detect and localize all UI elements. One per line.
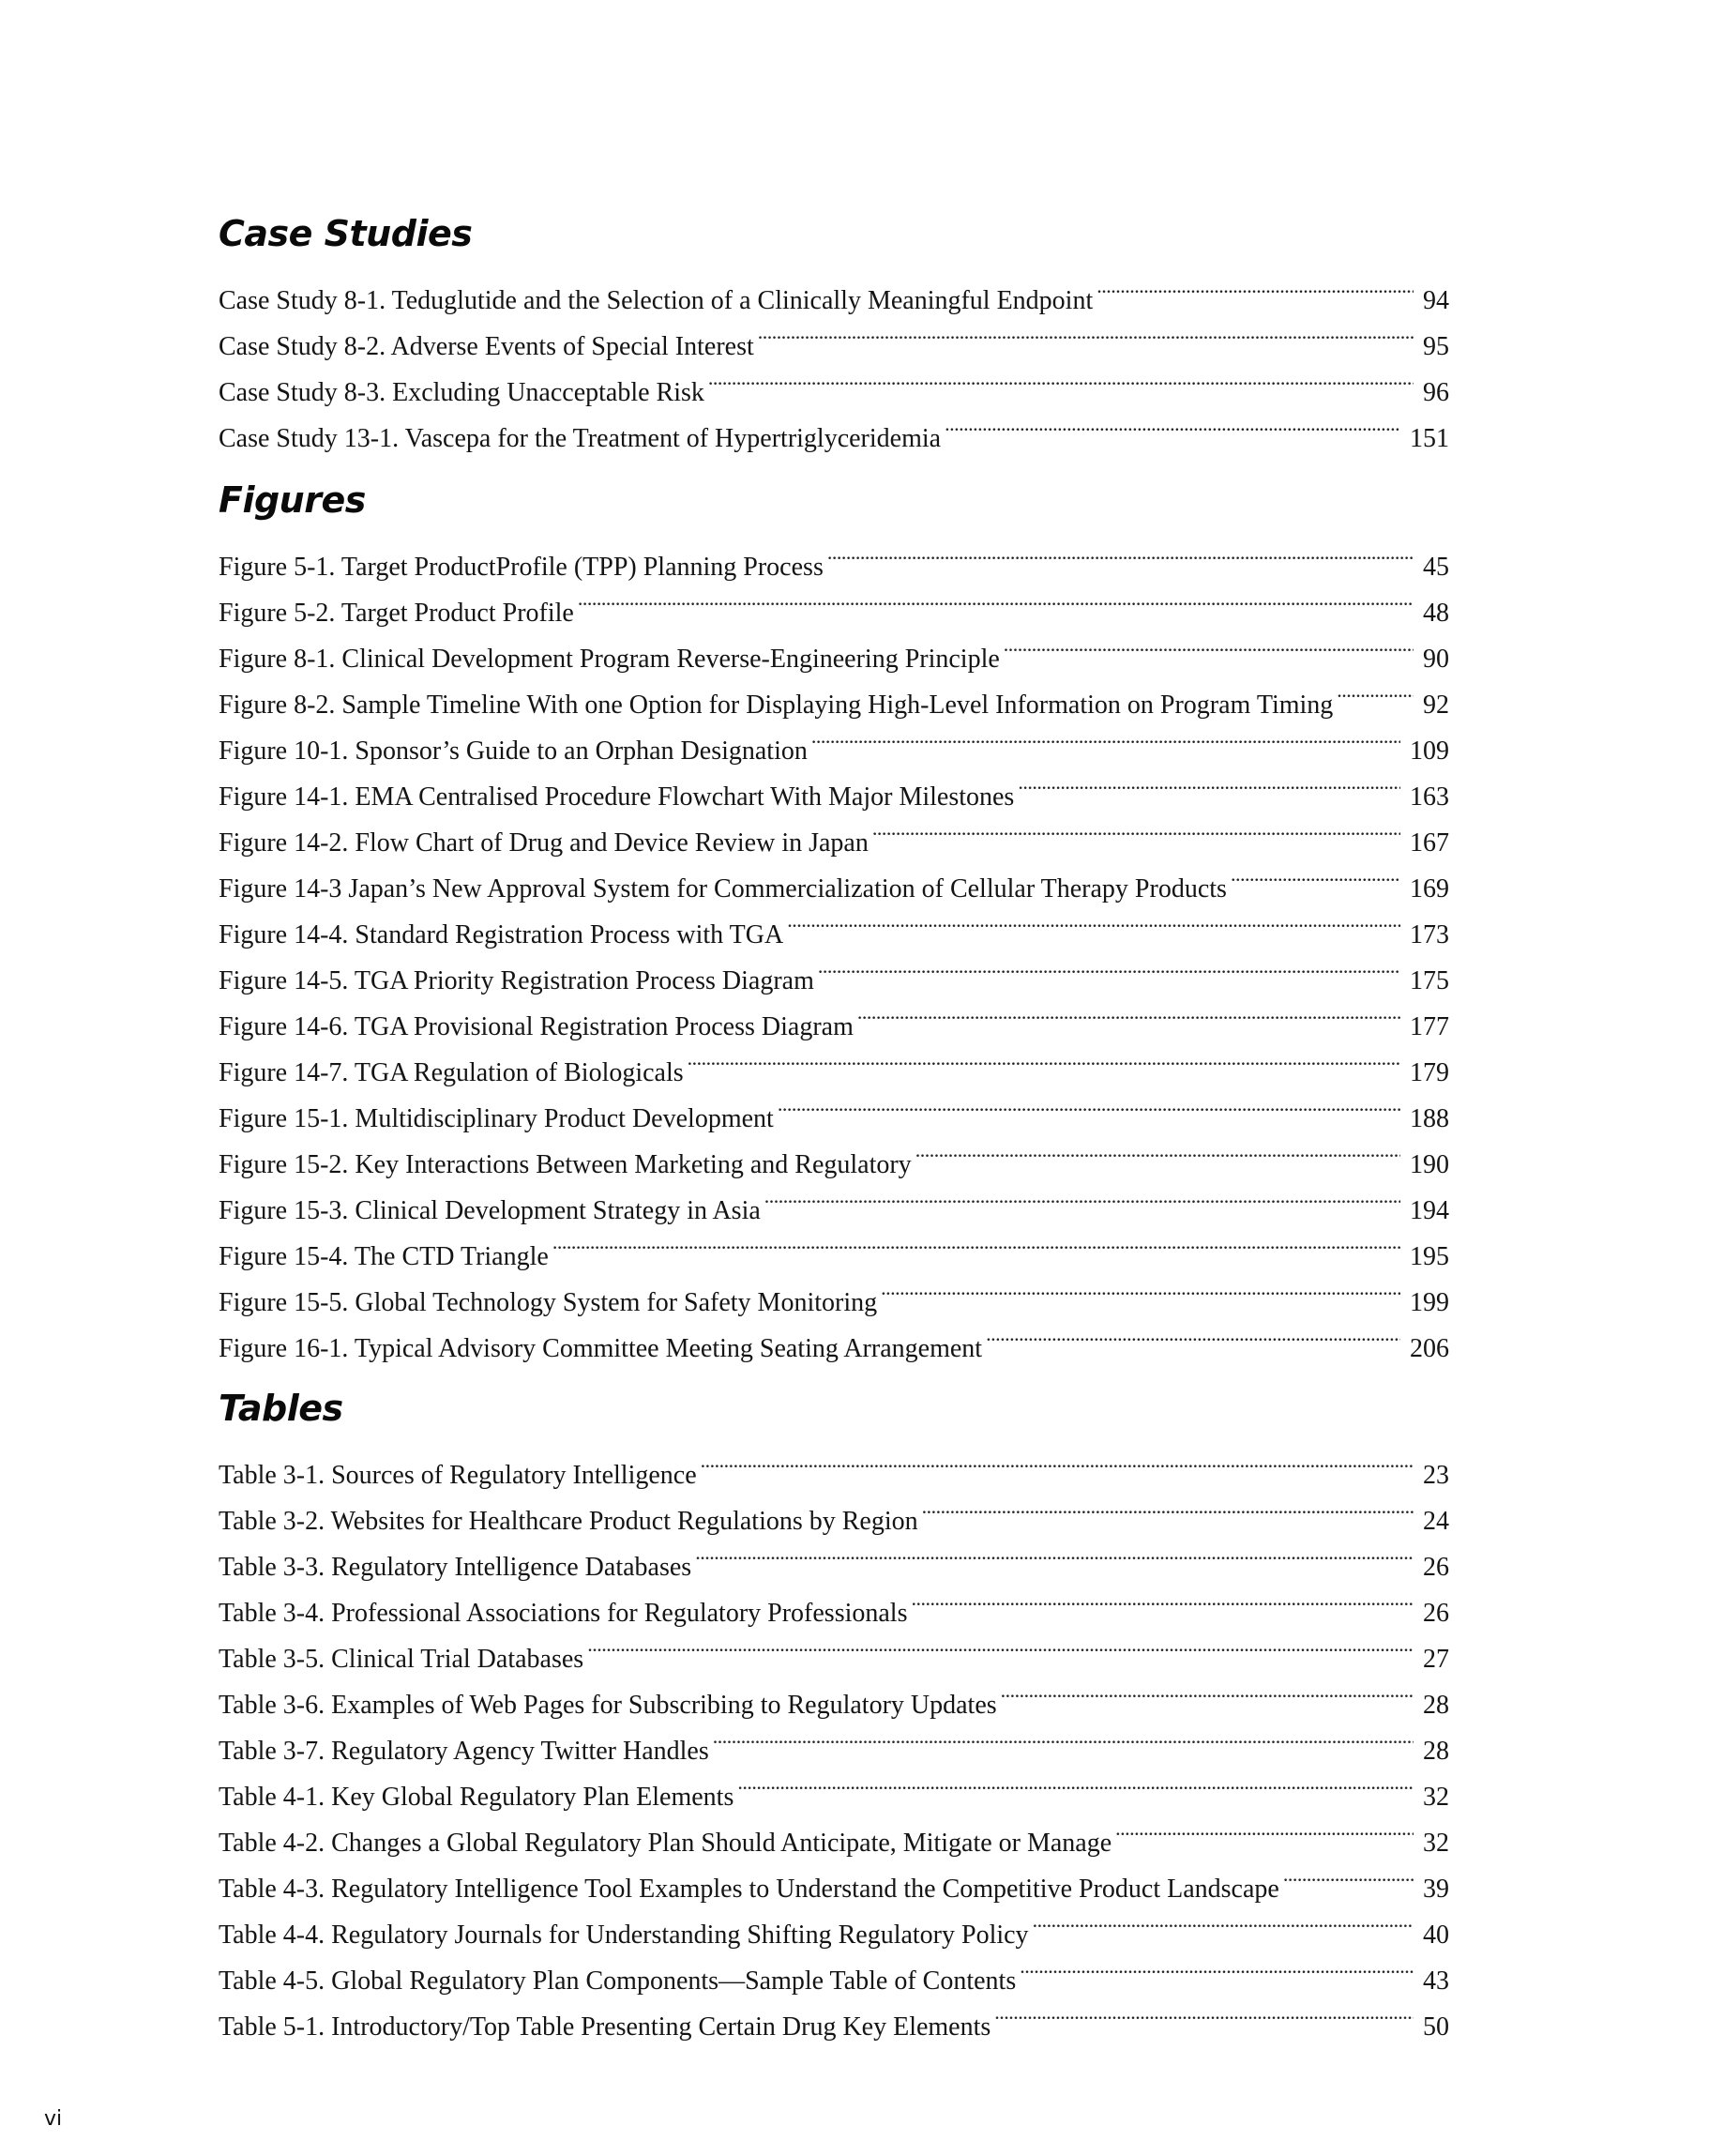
- toc-entry-title: Case Study 8-2. Adverse Events of Special Interest: [219, 332, 754, 361]
- toc-entry-page-number: 194: [1410, 1196, 1449, 1225]
- dot-leader: [1337, 667, 1414, 713]
- toc-entry-title: Table 4-4. Regulatory Journals for Understanding Shifting Regulatory Policy: [219, 1921, 1029, 1950]
- dot-leader: [994, 1989, 1414, 2035]
- toc-entry-title: Case Study 13-1. Vascepa for the Treatment of Hypertriglyceridemia: [219, 424, 942, 453]
- dot-leader: [857, 989, 1400, 1035]
- toc-entry-page-number: 94: [1423, 286, 1449, 315]
- dot-leader: [552, 1219, 1400, 1265]
- dot-leader: [1033, 1897, 1414, 1943]
- toc-entry-page-number: 45: [1423, 553, 1449, 582]
- toc-entry-title: Figure 15-4. The CTD Triangle: [219, 1242, 549, 1271]
- dot-leader: [915, 1127, 1400, 1173]
- dot-leader: [578, 575, 1414, 621]
- toc-entry[interactable]: [219, 1437, 1449, 1490]
- dot-leader: [872, 805, 1400, 851]
- toc-entry-title: Figure 14-2. Flow Chart of Drug and Device Review in Japan: [219, 828, 869, 858]
- toc-entry-page-number: 173: [1410, 920, 1449, 949]
- toc-entry-page-number: 28: [1423, 1737, 1449, 1766]
- dot-leader: [1018, 759, 1400, 805]
- toc-entry-title: Table 3-5. Clinical Trial Databases: [219, 1645, 584, 1674]
- toc-entry-title: Figure 15-2. Key Interactions Between Marketing and Regulatory: [219, 1150, 912, 1179]
- toc-entry-page-number: 206: [1410, 1334, 1449, 1363]
- dot-leader: [713, 1713, 1414, 1759]
- figures-section: [219, 478, 1449, 1363]
- dot-leader: [986, 1311, 1400, 1357]
- dot-leader: [1283, 1851, 1414, 1897]
- toc-entry-title: Figure 14-3 Japan’s New Approval System for Commercialization of Cellular Therapy Products: [219, 874, 1227, 903]
- toc-entry-title: Figure 16-1. Typical Advisory Committee Meeting Seating Arrangement: [219, 1334, 983, 1363]
- dot-leader: [787, 897, 1400, 943]
- dot-leader: [811, 713, 1400, 759]
- page-folio: vi: [44, 2107, 63, 2131]
- toc-entry-page-number: 48: [1423, 599, 1449, 628]
- toc-entry-title: Case Study 8-3. Excluding Unacceptable Risk: [219, 378, 704, 407]
- dot-leader: [881, 1265, 1400, 1311]
- toc-entry-title: Figure 8-2. Sample Timeline With one Option for Displaying High-Level Information on Program Timing: [219, 691, 1334, 720]
- dot-leader: [701, 1437, 1414, 1483]
- toc-entry-page-number: 92: [1423, 691, 1449, 720]
- toc-entry-page-number: 177: [1410, 1012, 1449, 1041]
- toc-entry-title: Figure 10-1. Sponsor’s Guide to an Orphan Designation: [219, 736, 808, 766]
- toc-entry-page-number: 175: [1410, 966, 1449, 995]
- toc-entry-title: Figure 14-5. TGA Priority Registration Process Diagram: [219, 966, 814, 995]
- toc-entry-title: Table 3-3. Regulatory Intelligence Databases: [219, 1553, 692, 1582]
- toc-entry-title: Table 3-4. Professional Associations for Regulatory Professionals: [219, 1599, 908, 1628]
- toc-entry-title: Figure 8-1. Clinical Development Program Reverse-Engineering Principle: [219, 645, 1000, 674]
- case-studies-list: [219, 263, 1449, 453]
- dot-leader: [587, 1621, 1414, 1667]
- dot-leader: [1004, 621, 1414, 667]
- toc-entry-page-number: 32: [1423, 1783, 1449, 1812]
- toc-entry-page-number: 190: [1410, 1150, 1449, 1179]
- toc-entry-page-number: 188: [1410, 1104, 1449, 1133]
- toc-entry-title: Table 3-1. Sources of Regulatory Intelligence: [219, 1461, 697, 1490]
- toc-entry-title: Table 4-3. Regulatory Intelligence Tool Examples to Understand the Competitive Product Landscape: [219, 1875, 1279, 1904]
- dot-leader: [827, 529, 1414, 575]
- toc-entry-title: Table 4-1. Key Global Regulatory Plan Elements: [219, 1783, 734, 1812]
- dot-leader: [695, 1529, 1414, 1575]
- toc-entry-page-number: 24: [1423, 1507, 1449, 1536]
- toc-entry[interactable]: [219, 529, 1449, 582]
- toc-entry-title: Figure 14-7. TGA Regulation of Biologicals: [219, 1058, 684, 1087]
- dot-leader: [911, 1575, 1414, 1621]
- toc-entry-page-number: 27: [1423, 1645, 1449, 1674]
- toc-entry-page-number: 96: [1423, 378, 1449, 407]
- toc-entry-title: Table 3-2. Websites for Healthcare Product Regulations by Region: [219, 1507, 918, 1536]
- dot-leader: [758, 309, 1414, 355]
- toc-entry-title: Table 5-1. Introductory/Top Table Presenting Certain Drug Key Elements: [219, 2012, 991, 2042]
- tables-list: [219, 1437, 1449, 2042]
- toc-entry-page-number: 95: [1423, 332, 1449, 361]
- figures-list: [219, 529, 1449, 1363]
- toc-entry-page-number: 32: [1423, 1829, 1449, 1858]
- toc-entry-title: Table 4-5. Global Regulatory Plan Components—Sample Table of Contents: [219, 1966, 1017, 1996]
- toc-entry-page-number: 199: [1410, 1288, 1449, 1317]
- toc-entry-page-number: 43: [1423, 1966, 1449, 1996]
- dot-leader: [688, 1035, 1400, 1081]
- toc-entry-page-number: 50: [1423, 2012, 1449, 2042]
- tables-section: [219, 1387, 1449, 2042]
- toc-entry-page-number: 169: [1410, 874, 1449, 903]
- toc-entry-title: Figure 14-6. TGA Provisional Registration Process Diagram: [219, 1012, 854, 1041]
- dot-leader: [764, 1173, 1400, 1219]
- dot-leader: [737, 1759, 1414, 1805]
- dot-leader: [1231, 851, 1400, 897]
- toc-entry[interactable]: [219, 263, 1449, 315]
- toc-entry-page-number: 23: [1423, 1461, 1449, 1490]
- toc-entry-title: Figure 5-1. Target ProductProfile (TPP) Planning Process: [219, 553, 824, 582]
- toc-entry-page-number: 26: [1423, 1553, 1449, 1582]
- dot-leader: [1020, 1943, 1414, 1989]
- dot-leader: [922, 1483, 1414, 1529]
- toc-entry-page-number: 195: [1410, 1242, 1449, 1271]
- dot-leader: [1096, 263, 1414, 309]
- case-studies-section: [219, 212, 1449, 453]
- toc-entry-page-number: 179: [1410, 1058, 1449, 1087]
- toc-entry-page-number: 151: [1410, 424, 1449, 453]
- toc-entry-title: Table 3-7. Regulatory Agency Twitter Handles: [219, 1737, 709, 1766]
- case-studies-heading: Case Studies: [219, 213, 473, 254]
- toc-entry-page-number: 90: [1423, 645, 1449, 674]
- toc-entry-title: Table 3-6. Examples of Web Pages for Subscribing to Regulatory Updates: [219, 1691, 997, 1720]
- toc-entry-title: Figure 14-1. EMA Centralised Procedure Flowchart With Major Milestones: [219, 782, 1015, 812]
- dot-leader: [818, 943, 1400, 989]
- toc-entry-page-number: 39: [1423, 1875, 1449, 1904]
- dot-leader: [945, 401, 1400, 447]
- dot-leader: [778, 1081, 1400, 1127]
- tables-heading: Tables: [219, 1388, 343, 1429]
- toc-entry-title: Figure 14-4. Standard Registration Process with TGA: [219, 920, 784, 949]
- toc-entry-title: Table 4-2. Changes a Global Regulatory Plan Should Anticipate, Mitigate or Manage: [219, 1829, 1112, 1858]
- toc-entry-page-number: 28: [1423, 1691, 1449, 1720]
- toc-entry-title: Case Study 8-1. Teduglutide and the Selection of a Clinically Meaningful Endpoint: [219, 286, 1094, 315]
- dot-leader: [708, 355, 1414, 401]
- toc-entry-page-number: 40: [1423, 1921, 1449, 1950]
- figures-heading: Figures: [219, 479, 366, 521]
- toc-entry-page-number: 163: [1410, 782, 1449, 812]
- toc-entry-title: Figure 15-3. Clinical Development Strategy in Asia: [219, 1196, 761, 1225]
- toc-entry-page-number: 109: [1410, 736, 1449, 766]
- dot-leader: [1115, 1805, 1414, 1851]
- toc-entry-page-number: 167: [1410, 828, 1449, 858]
- toc-entry-page-number: 26: [1423, 1599, 1449, 1628]
- dot-leader: [1001, 1667, 1414, 1713]
- toc-entry-title: Figure 15-5. Global Technology System for Safety Monitoring: [219, 1288, 878, 1317]
- toc-entry-title: Figure 15-1. Multidisciplinary Product Development: [219, 1104, 774, 1133]
- toc-entry-title: Figure 5-2. Target Product Profile: [219, 599, 574, 628]
